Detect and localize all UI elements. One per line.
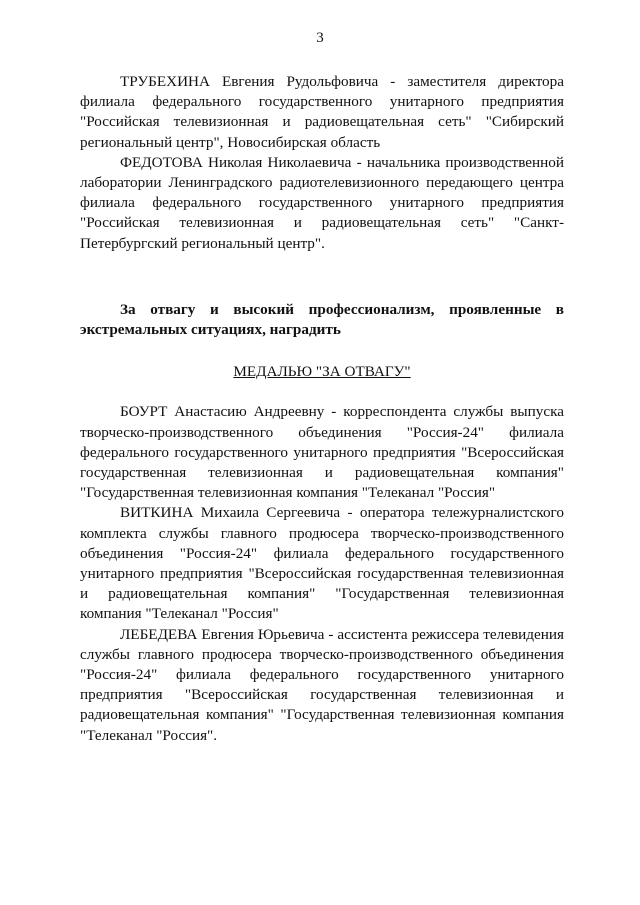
document-body [80, 72, 564, 746]
award-recipient-paragraph: ВИТКИНА Михаила Сергеевича - оператора тележурналистского комплекта службы главного продюсера творческо-производственного объединения "Россия-24" филиала федерального государственного унитарного предприятия "Всероссийская государственная телевизионная и радиовещательная компания" "Государственная телевизионная компания "Телеканал "Россия" [80, 504, 564, 623]
section-heading: За отвагу и высокий профессионализм, проявленные в экстремальных ситуациях, наградить [80, 300, 564, 339]
award-recipient-paragraph: ТРУБЕХИНА Евгения Рудольфовича - заместителя директора филиала федерального государственного унитарного предприятия "Российская телевизионная и радиовещательная сеть" "Сибирский региональный центр", Новосибирская область [80, 73, 564, 151]
award-recipient-paragraph: БОУРТ Анастасию Андреевну - корреспондента службы выпуска творческо-производственного объединения "Россия-24" филиала федерального государственного унитарного предприятия "Всероссийская государственная телевизионная и радиовещательная компания" "Государственная телевизионная компания "Телеканал "Россия" [80, 403, 564, 502]
page-number: 3 [316, 30, 324, 46]
award-recipient-paragraph: ФЕДОТОВА Николая Николаевича - начальника производственной лаборатории Ленинградского радиотелевизионного передающего центра филиала федерального государственного унитарного предприятия "Российская телевизионная и радиовещательная сеть" "Санкт-Петербургский региональный центр". [80, 153, 564, 252]
award-title: МЕДАЛЬЮ "ЗА ОТВАГУ" [233, 363, 411, 381]
award-recipient-paragraph: ЛЕБЕДЕВА Евгения Юрьевича - ассистента режиссера телевидения службы главного продюсера творческо-производственного объединения "Россия-24" филиала федерального государственного унитарного предприятия "Всероссийская государственная телевизионная и радиовещательная компания" "Государственная телевизионная компания "Телеканал "Россия". [80, 625, 564, 744]
